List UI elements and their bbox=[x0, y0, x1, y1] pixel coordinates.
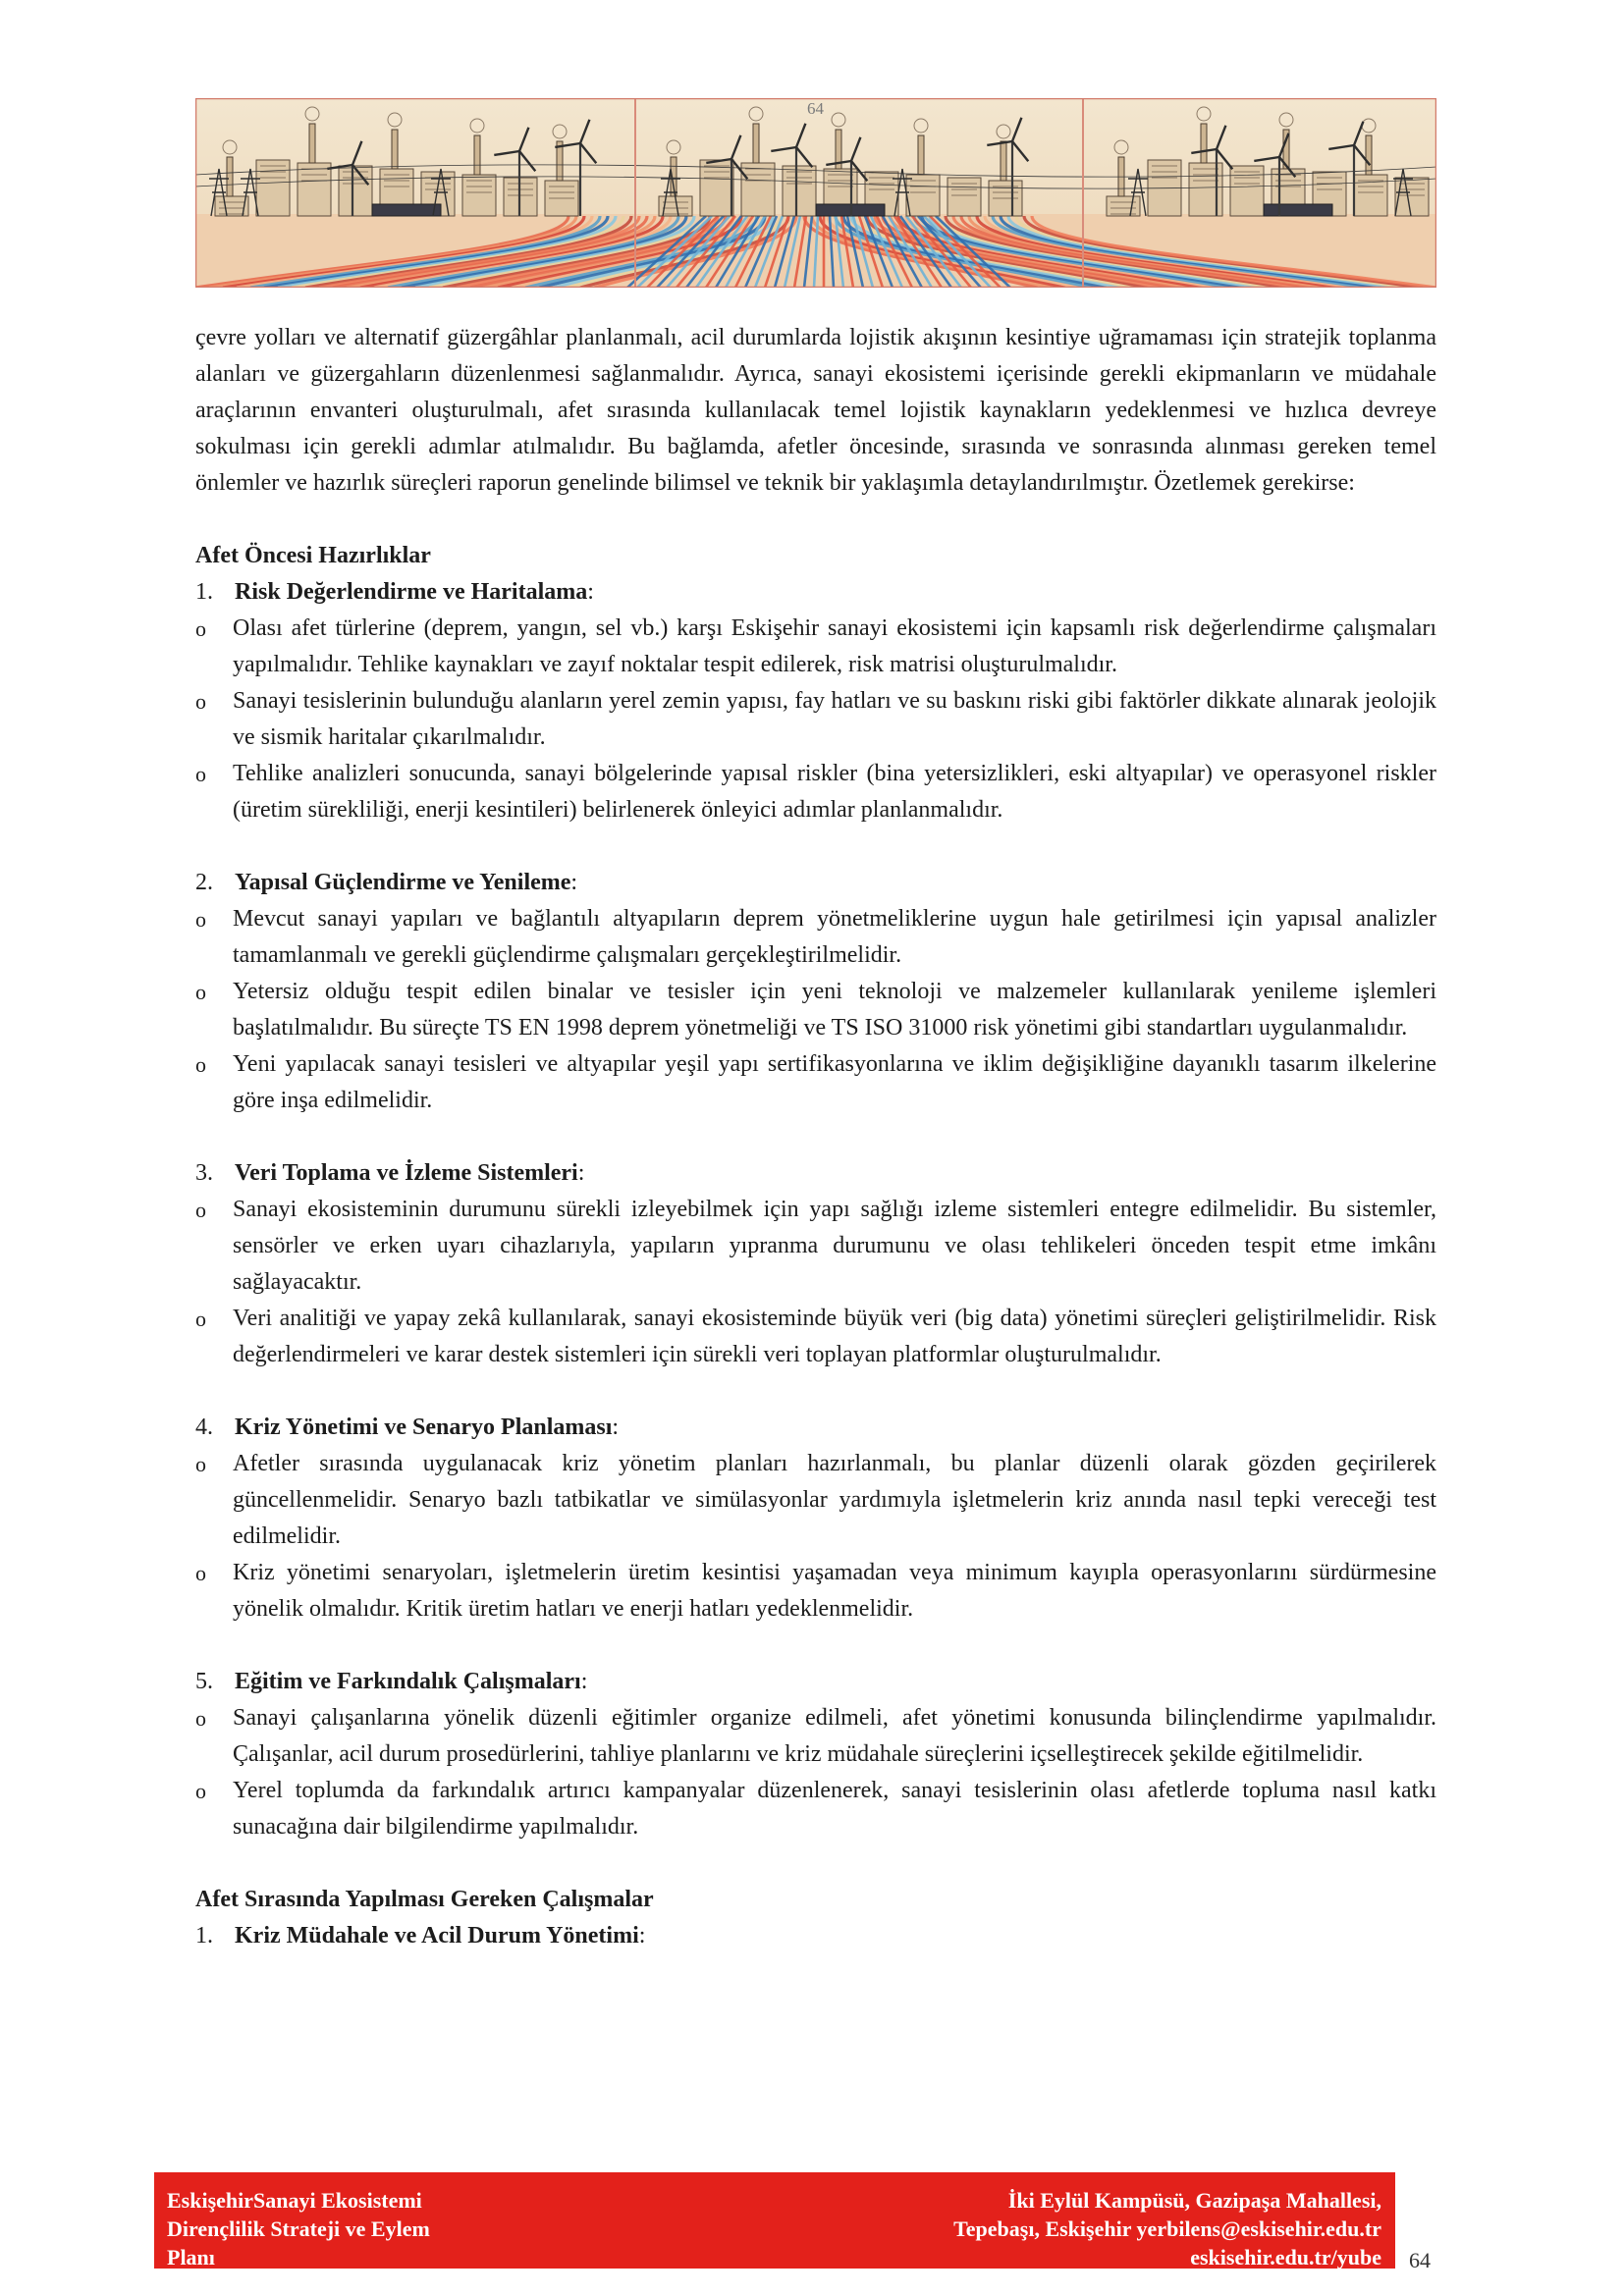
item-title: Veri Toplama ve İzleme Sistemleri bbox=[235, 1160, 578, 1186]
bullet-item bbox=[195, 1301, 1436, 1373]
item-number: 1. bbox=[195, 1923, 213, 1949]
bullet-text: Tehlike analizleri sonucunda, sanayi bölgelerinde yapısal riskler (bina yetersizlikleri, eski altyapılar) ve operasyonel riskler (üretim sürekliliği, enerji kesintileri) belirlenerek önleyici adımlar planlanmalıdır. bbox=[233, 761, 1436, 823]
numbered-item bbox=[195, 1664, 1436, 1845]
bullet-marker-icon: o bbox=[195, 1307, 206, 1331]
bullet-marker-icon: o bbox=[195, 907, 206, 932]
bullet-item bbox=[195, 756, 1436, 828]
item-heading bbox=[195, 1410, 1436, 1446]
numbered-item bbox=[195, 1410, 1436, 1628]
bullet-item bbox=[195, 1773, 1436, 1845]
footer-contact-info bbox=[953, 2186, 1381, 2271]
item-title: Kriz Müdahale ve Acil Durum Yönetimi bbox=[235, 1923, 639, 1949]
banner-illustration bbox=[195, 98, 1436, 288]
bullet-item bbox=[195, 611, 1436, 683]
footer-plan-title bbox=[167, 2186, 430, 2271]
item-heading bbox=[195, 865, 1436, 901]
section-before-disaster bbox=[195, 538, 1436, 1845]
item-title-colon: : bbox=[577, 1160, 585, 1186]
item-title-colon: : bbox=[570, 870, 578, 895]
document-body bbox=[195, 320, 1436, 1954]
item-title: Risk Değerlendirme ve Haritalama bbox=[235, 579, 588, 605]
bullet-item bbox=[195, 683, 1436, 756]
bullet-text: Yetersiz olduğu tespit edilen binalar ve tesisler için yeni teknoloji ve malzemeler kullanılarak yenileme işlemleri başlatılmalıdır. Bu süreçte TS EN 1998 deprem yönetmeliği ve TS ISO 31000 risk yönetimi gibi standartları uygulanmalıdır. bbox=[233, 979, 1436, 1041]
bullet-text: Sanayi tesislerinin bulunduğu alanların yerel zemin yapısı, fay hatları ve su baskını riski gibi faktörler dikkate alınarak jeolojik ve sismik haritalar çıkarılmalıdır. bbox=[233, 688, 1436, 750]
footer-website-link[interactable]: eskisehir.edu.tr/yube bbox=[1190, 2245, 1381, 2269]
numbered-item bbox=[195, 1155, 1436, 1373]
numbered-item bbox=[195, 1918, 1436, 1954]
bullet-marker-icon: o bbox=[195, 1052, 206, 1077]
bullet-item bbox=[195, 974, 1436, 1046]
bullet-item bbox=[195, 901, 1436, 974]
bullet-text: Kriz yönetimi senaryoları, işletmelerin üretim kesintisi yaşamadan veya minimum kayıpla operasyonlarını sürdürmesine yönelik olmalıdır. Kritik üretim hatları ve enerji hatları yedeklenmelidir. bbox=[233, 1560, 1436, 1622]
bullet-text: Veri analitiği ve yapay zekâ kullanılarak, sanayi ekosisteminde büyük veri (big data) yönetimi süreçleri geliştirilmelidir. Risk değerlendirmeleri ve karar destek sistemleri için sürekli veri toplayan platformlar oluşturulmalıdır. bbox=[233, 1306, 1436, 1367]
header-page-number: 64 bbox=[807, 99, 824, 118]
item-number: 3. bbox=[195, 1160, 213, 1186]
bullet-list bbox=[195, 1700, 1436, 1845]
item-number: 1. bbox=[195, 579, 213, 605]
bullet-text: Sanayi ekosisteminin durumunu sürekli izleyebilmek için yapı sağlığı izleme sistemleri entegre edilmelidir. Bu sistemler, sensörler ve erken uyarı cihazlarıyla, yapıların yıpranma durumunu ve olası tehlikeleri önceden tespit etme imkânı sağlayacaktır. bbox=[233, 1197, 1436, 1295]
item-title-colon: : bbox=[587, 579, 594, 605]
bullet-text: Yeni yapılacak sanayi tesisleri ve altyapılar yeşil yapı sertifikasyonlarına ve iklim değişikliğine dayanıklı tasarım ilkelerine göre inşa edilmelidir. bbox=[233, 1051, 1436, 1113]
bullet-list bbox=[195, 611, 1436, 828]
item-number: 4. bbox=[195, 1415, 213, 1440]
bullet-marker-icon: o bbox=[195, 689, 206, 714]
footer-bar bbox=[154, 2172, 1395, 2269]
section-heading: Afet Öncesi Hazırlıklar bbox=[195, 543, 431, 568]
header-banner bbox=[195, 98, 1436, 288]
footer-left-line: Planı bbox=[167, 2245, 215, 2269]
footer-address-line: İki Eylül Kampüsü, Gazipaşa Mahallesi, bbox=[1007, 2188, 1381, 2213]
item-title-colon: : bbox=[580, 1669, 588, 1694]
bullet-text: Yerel toplumda da farkındalık artırıcı kampanyalar düzenlenerek, sanayi tesislerinin olası afetlerde topluma nasıl katkı sunacağına dair bilgilendirme yapılmalıdır. bbox=[233, 1778, 1436, 1840]
bullet-marker-icon: o bbox=[195, 1561, 206, 1585]
footer-left-line: EskişehirSanayi Ekosistemi bbox=[167, 2188, 422, 2213]
footer-left-line: Dirençlilik Strateji ve Eylem bbox=[167, 2216, 430, 2241]
item-heading bbox=[195, 1155, 1436, 1192]
bullet-list bbox=[195, 1446, 1436, 1628]
numbered-item bbox=[195, 865, 1436, 1119]
item-heading bbox=[195, 574, 1436, 611]
bullet-list bbox=[195, 901, 1436, 1119]
bullet-marker-icon: o bbox=[195, 1706, 206, 1731]
item-heading bbox=[195, 1664, 1436, 1700]
numbered-item bbox=[195, 574, 1436, 828]
section-during-disaster bbox=[195, 1882, 1436, 1954]
bullet-text: Afetler sırasında uygulanacak kriz yönetim planları hazırlanmalı, bu planlar düzenli olarak gözden geçirilerek güncellenmelidir. Senaryo bazlı tatbikatlar ve simülasyonlar yardımıyla işletmelerin kriz anında nasıl tepki vereceği test edilmelidir. bbox=[233, 1451, 1436, 1549]
bullet-item bbox=[195, 1555, 1436, 1628]
item-title: Kriz Yönetimi ve Senaryo Planlaması bbox=[235, 1415, 613, 1440]
bullet-marker-icon: o bbox=[195, 1779, 206, 1803]
item-title: Eğitim ve Farkındalık Çalışmaları bbox=[235, 1669, 581, 1694]
bullet-text: Mevcut sanayi yapıları ve bağlantılı altyapıların deprem yönetmeliklerine uygun hale getirilmesi için yapısal analizler tamamlanmalı ve gerekli güçlendirme çalışmaları gerçekleştirilmelidir. bbox=[233, 906, 1436, 968]
bullet-marker-icon: o bbox=[195, 980, 206, 1004]
intro-paragraph: çevre yolları ve alternatif güzergâhlar planlanmalı, acil durumlarda lojistik akışının kesintiye uğramaması için stratejik toplanma alanları ve güzergahların düzenlenmesi sağlanmalıdır. Ayrıca, sanayi ekosistemi içerisinde gerekli ekipmanların ve müdahale araçlarının envanteri oluşturulmalı, afet sırasında kullanılacak temel lojistik kaynakların yedeklenmesi ve hızlıca devreye sokulması için gerekli adımlar atılmalıdır. Bu bağlamda, afetler öncesinde, sırasında ve sonrasında alınması gereken temel önlemler ve hazırlık süreçleri raporun genelinde bilimsel ve teknik bir yaklaşımla detaylandırılmıştır. Özetlemek gerekirse: bbox=[195, 325, 1436, 496]
section-heading: Afet Sırasında Yapılması Gereken Çalışmalar bbox=[195, 1887, 654, 1912]
item-title-colon: : bbox=[612, 1415, 620, 1440]
item-title: Yapısal Güçlendirme ve Yenileme bbox=[235, 870, 571, 895]
bullet-list bbox=[195, 1192, 1436, 1373]
bullet-item bbox=[195, 1192, 1436, 1301]
bullet-item bbox=[195, 1700, 1436, 1773]
bullet-marker-icon: o bbox=[195, 1198, 206, 1222]
bullet-marker-icon: o bbox=[195, 1452, 206, 1476]
bullet-marker-icon: o bbox=[195, 616, 206, 641]
item-title-colon: : bbox=[638, 1923, 646, 1949]
footer-email-line: Tepebaşı, Eskişehir yerbilens@eskisehir.edu.tr bbox=[953, 2216, 1381, 2241]
page-number: 64 bbox=[1409, 2248, 1431, 2272]
bullet-item bbox=[195, 1046, 1436, 1119]
bullet-text: Olası afet türlerine (deprem, yangın, sel vb.) karşı Eskişehir sanayi ekosistemi için kapsamlı risk değerlendirme çalışmaları yapılmalıdır. Tehlike kaynakları ve zayıf noktalar tespit edilerek, risk matrisi oluşturulmalıdır. bbox=[233, 615, 1436, 677]
bullet-item bbox=[195, 1446, 1436, 1555]
item-heading bbox=[195, 1918, 1436, 1954]
bullet-marker-icon: o bbox=[195, 762, 206, 786]
bullet-text: Sanayi çalışanlarına yönelik düzenli eğitimler organize edilmeli, afet yönetimi konusunda bilinçlendirme yapılmalıdır. Çalışanlar, acil durum prosedürlerini, tahliye planlarını ve kriz müdahale süreçlerini içselleştirecek şekilde eğitilmelidir. bbox=[233, 1705, 1436, 1767]
item-number: 2. bbox=[195, 870, 213, 895]
item-number: 5. bbox=[195, 1669, 213, 1694]
